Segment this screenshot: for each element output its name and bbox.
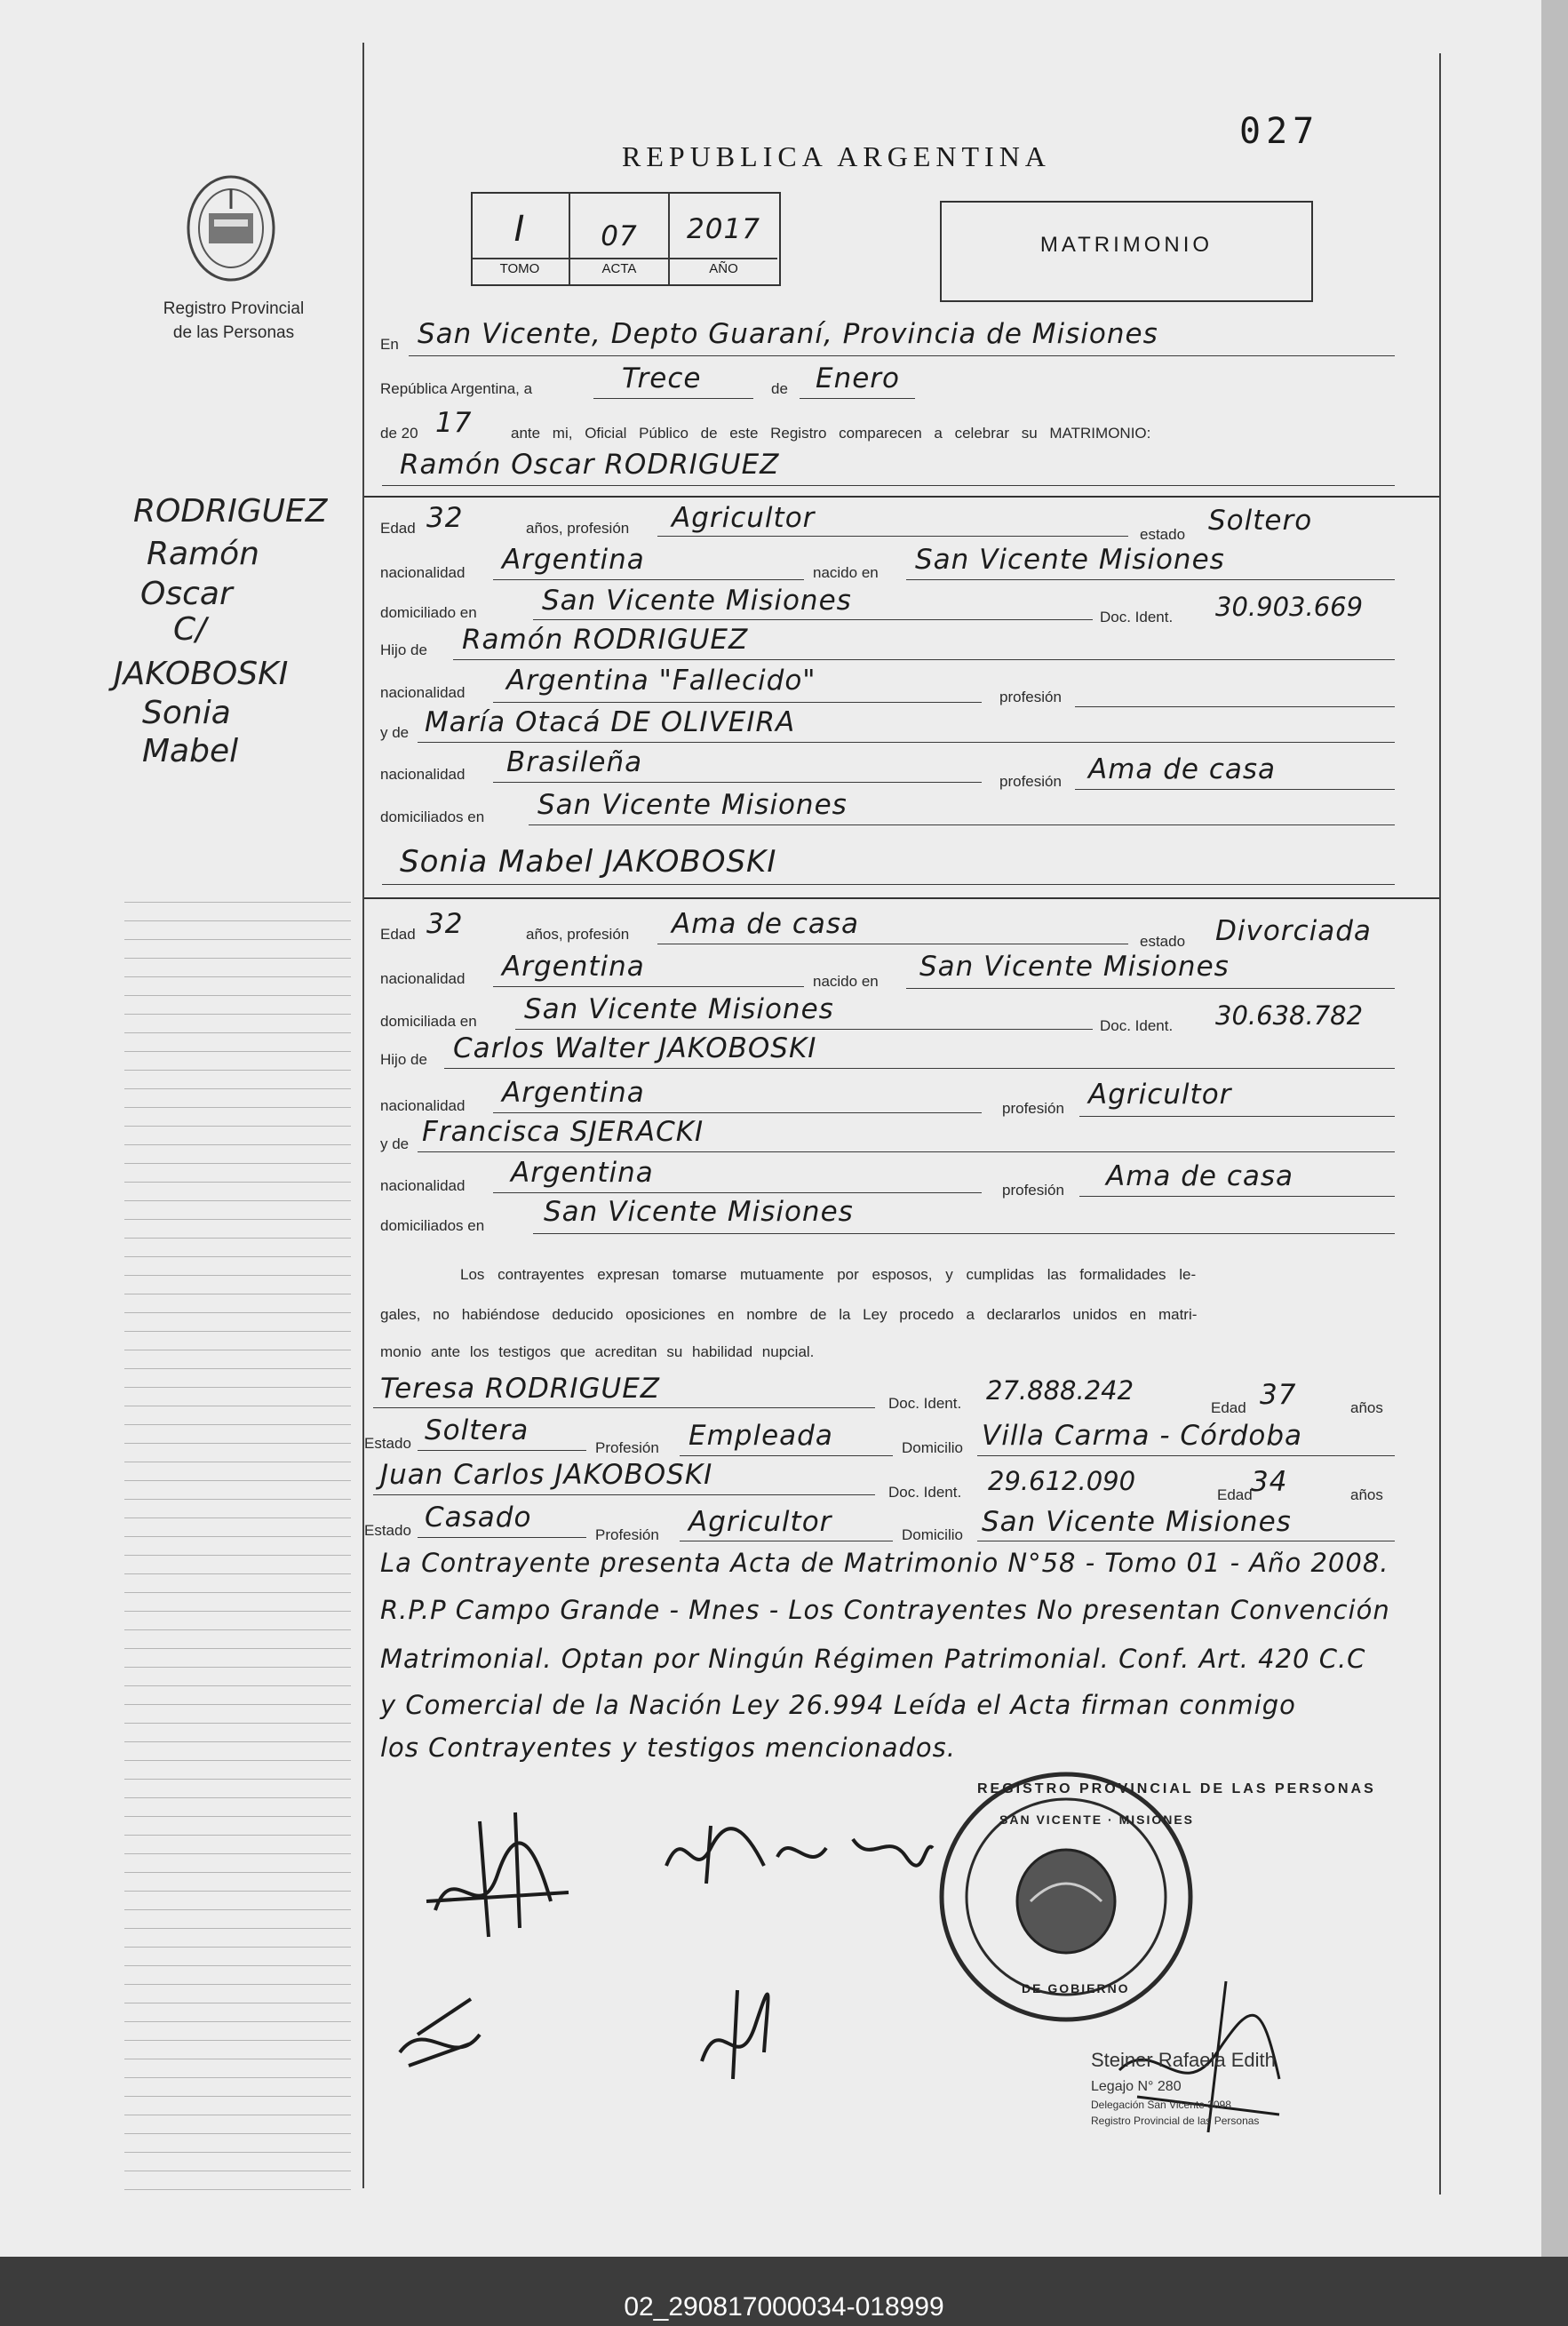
witness1-estado-label: Estado: [364, 1435, 411, 1452]
margin-note-line: Ramón: [147, 536, 259, 572]
anio-value: 2017: [687, 213, 760, 245]
groom-hijo-label: Hijo de: [380, 641, 427, 658]
bride-estado-label: estado: [1140, 933, 1186, 950]
witness2-dom-label: Domicilio: [902, 1526, 963, 1543]
fill-line: [493, 579, 804, 580]
declaration-line: gales, no habiéndose deducido oposiciones en nombre de la Ley procedo a declararlos unidos en matri-: [380, 1306, 1198, 1323]
witness1-anos-label: años: [1350, 1399, 1383, 1416]
bride-doc-label: Doc. Ident.: [1100, 1017, 1174, 1034]
groom-estado-label: estado: [1140, 526, 1186, 543]
witness1-edad: 37: [1260, 1379, 1297, 1411]
bride-nac-label: nacionalidad: [380, 970, 466, 987]
fill-line: [382, 884, 1395, 885]
fill-line: [977, 1455, 1395, 1456]
bride-nacionalidad: Argentina: [502, 951, 645, 983]
stamp-ring-text: REGISTRO PROVINCIAL DE LAS PERSONAS: [977, 1781, 1376, 1796]
groom-edad: 32: [426, 502, 464, 534]
witness1-estado: Soltera: [425, 1414, 529, 1446]
fill-line: [493, 702, 982, 703]
note-line: los Contrayentes y testigos mencionados.: [380, 1733, 956, 1763]
groom-padres-dom: San Vicente Misiones: [537, 789, 848, 821]
witness1-prof-label: Profesión: [595, 1439, 659, 1456]
en-label: En: [380, 336, 399, 353]
acta-value: 07: [601, 220, 638, 252]
fill-line: [418, 1450, 586, 1451]
witness1-domicilio: Villa Carma - Córdoba: [982, 1420, 1303, 1452]
witness2-doc-label: Doc. Ident.: [888, 1484, 962, 1501]
note-line: y Comercial de la Nación Ley 26.994 Leída el Acta firman conmigo: [380, 1690, 1296, 1720]
margin-line: [362, 43, 364, 2188]
groom-estado: Soltero: [1208, 505, 1313, 537]
bride-nacido-label: nacido en: [813, 973, 879, 990]
fill-line: [418, 742, 1395, 743]
margin-note-line: RODRIGUEZ: [133, 493, 328, 530]
act-type-label: MATRIMONIO: [1039, 233, 1214, 257]
fill-line: [453, 659, 1395, 660]
de-label: de: [771, 380, 788, 397]
stamp-bottom-text: DE GOBIERNO: [1022, 1981, 1130, 1995]
groom-name: Ramón Oscar RODRIGUEZ: [400, 449, 780, 481]
fill-line: [593, 398, 753, 399]
fill-line: [1075, 706, 1395, 707]
official-legajo: Legajo N° 280: [1091, 2079, 1182, 2094]
signature-witness2-icon: [684, 1972, 782, 2088]
groom-padre-prof-label: profesión: [999, 689, 1062, 705]
fill-line: [409, 355, 1395, 356]
witness2-prof-label: Profesión: [595, 1526, 659, 1543]
fill-line: [529, 824, 1395, 825]
bride-nacido: San Vicente Misiones: [919, 951, 1230, 983]
groom-madre-nac: Brasileña: [506, 746, 643, 778]
groom-padre-nac-label: nacionalidad: [380, 684, 466, 701]
declaration-line: monio ante los testigos que acreditan su habilidad nupcial.: [380, 1343, 815, 1360]
witness2-estado-label: Estado: [364, 1522, 411, 1539]
year-suffix: 17: [435, 407, 473, 439]
note-line: R.P.P Campo Grande - Mnes - Los Contrayentes No presentan Convención: [380, 1595, 1390, 1625]
acta-label: ACTA: [601, 261, 637, 276]
margin-ruled-lines: [124, 884, 351, 2190]
margin-note-line: JAKOBOSKI: [114, 656, 289, 692]
country-title: REPUBLICA ARGENTINA: [622, 140, 1051, 172]
fill-line: [906, 579, 1395, 580]
provincial-seal-icon: [182, 173, 280, 289]
witness2-profesion: Agricultor: [688, 1506, 832, 1538]
groom-madre-prof-label: profesión: [999, 773, 1062, 790]
witness2-edad-label: Edad: [1217, 1486, 1253, 1503]
fill-line: [1079, 1196, 1395, 1197]
margin-note-line: Sonia: [142, 695, 231, 731]
bride-madre: Francisca SJERACKI: [422, 1116, 704, 1148]
page-edge: [1541, 0, 1568, 2257]
section-divider: [364, 897, 1439, 899]
fill-line: [373, 1494, 875, 1495]
groom-anos-label: años, profesión: [526, 520, 630, 537]
bride-padre-prof: Agricultor: [1088, 1079, 1232, 1111]
fill-line: [1079, 1116, 1395, 1117]
groom-profesion: Agricultor: [672, 502, 816, 534]
bride-dom-label: domiciliada en: [380, 1013, 477, 1030]
witness2-doc: 29.612.090: [988, 1466, 1136, 1496]
place-value: San Vicente, Depto Guaraní, Provincia de Misiones: [418, 318, 1158, 350]
bride-madre-prof-label: profesión: [1002, 1182, 1064, 1199]
fill-line: [418, 1537, 586, 1538]
groom-madre-prof: Ama de casa: [1088, 753, 1277, 785]
box-divider: [473, 258, 777, 259]
oath-text: ante mi, Oficial Público de este Registro comparecen a celebrar su MATRIMONIO:: [511, 425, 1151, 442]
bride-padre-nac: Argentina: [502, 1077, 645, 1109]
bride-madre-nac-label: nacionalidad: [380, 1177, 466, 1194]
witness2-anos-label: años: [1350, 1486, 1383, 1503]
witness2-domicilio: San Vicente Misiones: [982, 1506, 1292, 1538]
groom-nacionalidad: Argentina: [502, 544, 645, 576]
groom-madre-nac-label: nacionalidad: [380, 766, 466, 783]
fill-line: [906, 988, 1395, 989]
fill-line: [493, 1192, 982, 1193]
witness1-name: Teresa RODRIGUEZ: [380, 1373, 661, 1405]
margin-note-line: Mabel: [142, 733, 239, 769]
witness1-profesion: Empleada: [688, 1420, 833, 1452]
official-office: Delegación San Vicente 3098: [1091, 2099, 1231, 2111]
witness2-name: Juan Carlos JAKOBOSKI: [380, 1459, 713, 1491]
groom-edad-label: Edad: [380, 520, 416, 537]
fill-line: [800, 398, 915, 399]
registry-name-line2: de las Personas: [172, 323, 295, 342]
bride-padres-dom-label: domiciliados en: [380, 1217, 485, 1234]
bride-padre: Carlos Walter JAKOBOSKI: [453, 1032, 817, 1064]
section-divider: [364, 496, 1439, 498]
fill-line: [533, 1233, 1395, 1234]
fill-line: [418, 1151, 1395, 1152]
witness1-doc-label: Doc. Ident.: [888, 1395, 962, 1412]
groom-padre: Ramón RODRIGUEZ: [462, 624, 749, 656]
fill-line: [444, 1068, 1395, 1069]
bride-madre-nac: Argentina: [511, 1157, 654, 1189]
bride-profesion: Ama de casa: [672, 908, 860, 940]
bride-doc: 30.638.782: [1215, 1000, 1364, 1031]
bride-anos-label: años, profesión: [526, 926, 630, 943]
groom-padre-nac: Argentina "Fallecido": [506, 665, 816, 697]
fill-line: [382, 485, 1395, 486]
fill-line: [493, 1112, 982, 1113]
groom-dom-label: domiciliado en: [380, 604, 477, 621]
signature-bride-icon: [657, 1812, 942, 1892]
fill-line: [493, 986, 804, 987]
official-registry: Registro Provincial de las Personas: [1091, 2115, 1260, 2127]
groom-nacido-label: nacido en: [813, 564, 879, 581]
fill-line: [1075, 789, 1395, 790]
witness1-doc: 27.888.242: [986, 1375, 1134, 1406]
bride-edad-label: Edad: [380, 926, 416, 943]
stamp-inner-text: SAN VICENTE · MISIONES: [999, 1812, 1195, 1827]
margin-note-line: C/: [173, 611, 207, 648]
bride-name: Sonia Mabel JAKOBOSKI: [400, 844, 777, 880]
fill-line: [657, 536, 1128, 537]
bride-hijo-label: Hijo de: [380, 1051, 427, 1068]
bride-estado: Divorciada: [1215, 915, 1372, 947]
page-number: 027: [1239, 111, 1320, 152]
groom-doc-label: Doc. Ident.: [1100, 609, 1174, 625]
note-line: La Contrayente presenta Acta de Matrimonio N°58 - Tomo 01 - Año 2008.: [380, 1548, 1389, 1578]
month-value: Enero: [816, 362, 901, 394]
witness1-dom-label: Domicilio: [902, 1439, 963, 1456]
groom-domicilio: San Vicente Misiones: [542, 585, 852, 617]
bride-padre-nac-label: nacionalidad: [380, 1097, 466, 1114]
groom-padres-dom-label: domiciliados en: [380, 809, 485, 825]
groom-nacido: San Vicente Misiones: [915, 544, 1225, 576]
groom-yde-label: y de: [380, 724, 410, 741]
groom-madre: María Otacá DE OLIVEIRA: [425, 706, 796, 738]
official-name: Steiner Rafaela Edith: [1091, 2049, 1276, 2071]
right-border-line: [1439, 53, 1441, 2195]
anio-label: AÑO: [709, 261, 738, 276]
witness1-edad-label: Edad: [1211, 1399, 1246, 1416]
bride-edad: 32: [426, 908, 464, 940]
file-id-label: 02_290817000034-018999: [624, 2292, 944, 2322]
declaration-line: Los contrayentes expresan tomarse mutuamente por esposos, y cumplidas las formalidades le-: [460, 1266, 1197, 1283]
signature-witness1-icon: [391, 1981, 497, 2079]
fill-line: [373, 1407, 875, 1408]
bride-yde-label: y de: [380, 1135, 410, 1152]
fill-line: [515, 1029, 1093, 1030]
fill-line: [533, 619, 1093, 620]
fill-line: [680, 1455, 893, 1456]
bride-padres-dom: San Vicente Misiones: [544, 1196, 854, 1228]
tomo-value: I: [513, 209, 526, 250]
witness2-estado: Casado: [425, 1502, 532, 1533]
margin-note-line: Oscar: [140, 576, 233, 612]
groom-doc: 30.903.669: [1215, 592, 1364, 622]
year-prefix: de 20: [380, 425, 418, 442]
bride-domicilio: San Vicente Misiones: [524, 993, 834, 1025]
groom-nac-label: nacionalidad: [380, 564, 466, 581]
registry-name-line1: Registro Provincial: [163, 299, 305, 318]
bride-madre-prof: Ama de casa: [1106, 1160, 1294, 1192]
note-line: Matrimonial. Optan por Ningún Régimen Patrimonial. Conf. Art. 420 C.C: [380, 1644, 1366, 1674]
tomo-label: TOMO: [499, 261, 540, 276]
republic-label: República Argentina, a: [380, 380, 533, 397]
fill-line: [493, 782, 982, 783]
day-value: Trece: [622, 362, 702, 394]
bride-padre-prof-label: profesión: [1002, 1100, 1064, 1117]
witness2-edad: 34: [1251, 1466, 1288, 1498]
signature-groom-icon: [418, 1804, 577, 1946]
